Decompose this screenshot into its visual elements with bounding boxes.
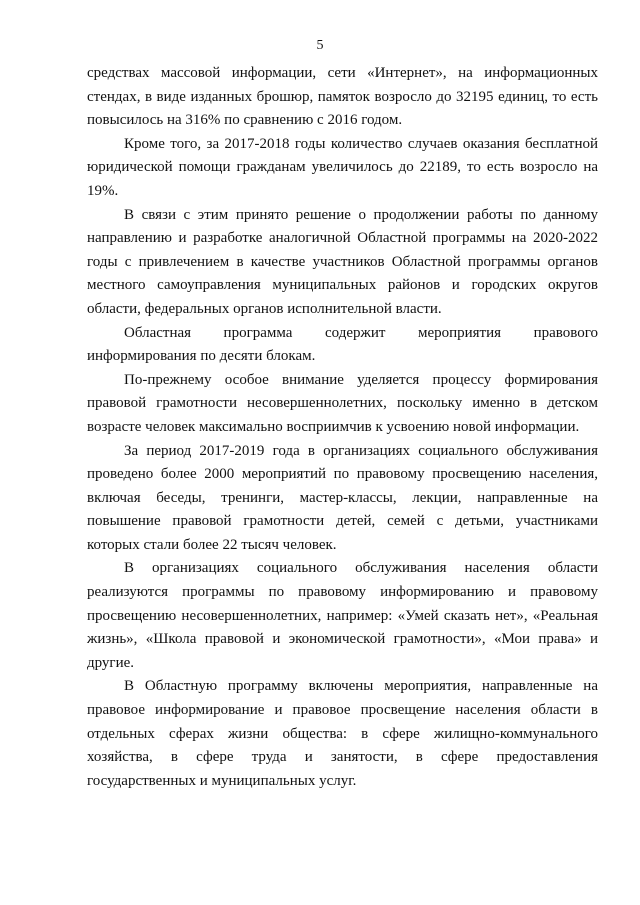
text-line: направлению и разработке аналогичной Областной программы на 2020-2022 — [87, 230, 598, 247]
text-line: годы с привлечением в качестве участников Областной программы органов — [87, 253, 598, 270]
text-line: правовой грамотности несовершеннолетних, поскольку именно в детском — [87, 395, 598, 412]
text-line: области, федеральных органов исполнительной власти. — [87, 300, 442, 317]
text-line: просвещению несовершеннолетних, например: «Умей сказать нет», «Реальная — [87, 607, 598, 624]
text-line: жизнь», «Школа правовой и экономической грамотности», «Мои права» и — [87, 631, 598, 648]
text-line: Кроме того, за 2017-2018 годы количество случаев оказания бесплатной — [124, 135, 598, 152]
text-line: средствах массовой информации, сети «Интернет», на информационных — [87, 65, 598, 81]
text-line: другие. — [87, 654, 135, 671]
text-line: стендах, в виде изданных брошюр, памяток возросло до 32195 единиц, то есть — [87, 88, 598, 105]
text-line: Областная программа содержит мероприятия правового — [124, 324, 598, 341]
text-line: местного самоуправления муниципальных районов и городских округов — [87, 277, 598, 294]
text-line: За период 2017-2019 года в организациях социального обслуживания — [124, 442, 598, 459]
text-line: государственных и муниципальных услуг. — [87, 772, 357, 789]
paragraph — [87, 204, 598, 322]
text-line: реализуются программы по правовому информированию и правовому — [87, 584, 598, 601]
paragraph — [87, 133, 598, 204]
text-line: По-прежнему особое внимание уделяется процессу формирования — [124, 371, 598, 388]
text-line: хозяйства, в сфере труда и занятости, в сфере предоставления — [87, 749, 598, 766]
text-line: В Областную программу включены мероприятия, направленные на — [124, 678, 598, 695]
text-line: В организациях социального обслуживания населения области — [124, 560, 598, 577]
text-line: которых стали более 22 тысяч человек. — [87, 536, 337, 553]
page-number: 5 — [316, 38, 324, 53]
paragraph — [87, 440, 598, 558]
text-line: правовое информирование и правовое просвещение населения области в — [87, 702, 598, 719]
text-line: информирования по десяти блокам. — [87, 348, 316, 365]
text-line: отдельных сферах жизни общества: в сфере жилищно-коммунального — [87, 725, 598, 742]
text-line: повышение правовой грамотности детей, семей с детьми, участниками — [87, 513, 598, 530]
text-line: проведено более 2000 мероприятий по правовому просвещению населения, — [87, 466, 598, 483]
paragraph — [87, 675, 598, 793]
text-line: повысилось на 316% по сравнению с 2016 годом. — [87, 112, 403, 129]
text-line: включая беседы, тренинги, мастер-классы, лекции, направленные на — [87, 489, 598, 506]
paragraph — [87, 322, 598, 369]
text-line: 19%. — [87, 182, 119, 199]
text-line: юридической помощи гражданам увеличилось до 22189, то есть возросло на — [87, 159, 598, 176]
text-line: возрасте человек максимально восприимчив к усвоению новой информации. — [87, 418, 580, 435]
document-body — [87, 62, 598, 793]
paragraph — [87, 557, 598, 675]
paragraph — [87, 369, 598, 440]
text-line: В связи с этим принято решение о продолжении работы по данному — [124, 206, 598, 223]
paragraph — [87, 62, 598, 133]
